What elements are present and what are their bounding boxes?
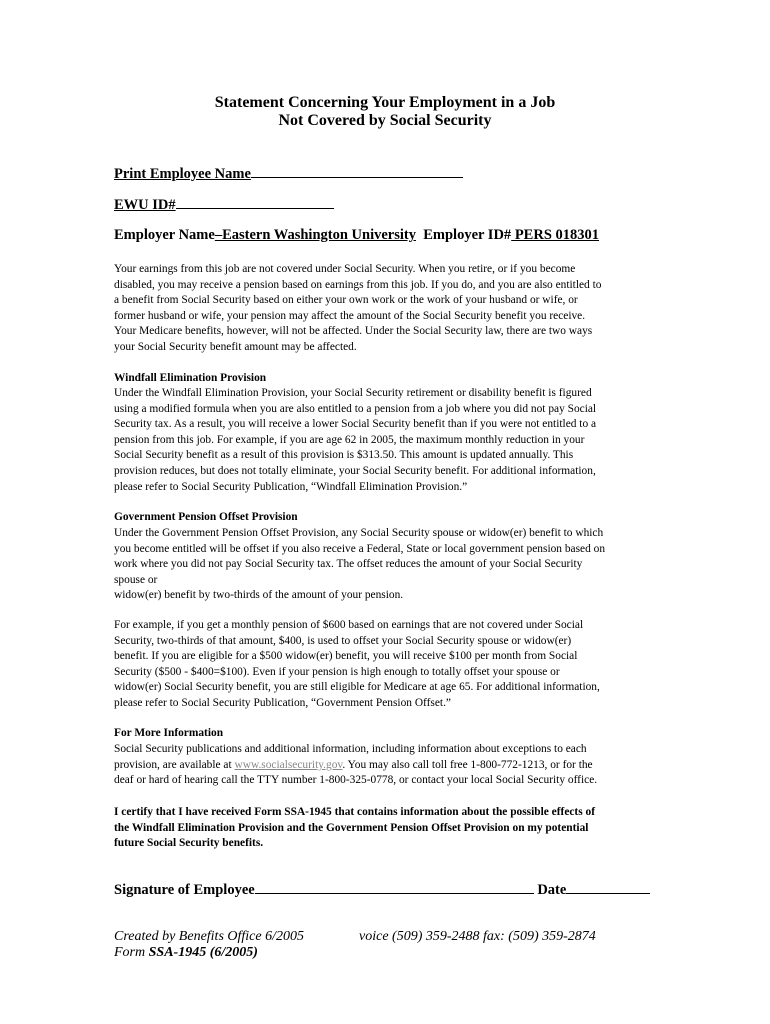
ewu-id-label: EWU ID# <box>114 197 176 213</box>
intro-line: a benefit from Social Security based on either your own work or the work of your husband or wife, or <box>114 294 578 307</box>
more-info-line-suffix: . You may also call toll free 1-800-772-1213, or for the <box>342 758 593 771</box>
wep-line: provision reduces, but does not totally eliminate, your Social Security benefit. For additional information, <box>114 464 596 477</box>
intro-line: Your earnings from this job are not covered under Social Security. When you retire, or if you become <box>114 263 576 275</box>
signature-blank[interactable] <box>255 880 534 894</box>
wep-line: Security tax. As a result, you will receive a lower Social Security benefit than if you were not entitled to a <box>114 418 597 431</box>
example-line: For example, if you get a monthly pension of $600 based on earnings that are not covered under Social <box>114 619 584 631</box>
ewu-id-blank[interactable] <box>176 195 334 209</box>
footer-created-by: Created by Benefits Office 6/2005 <box>114 929 304 944</box>
employer-name-label: Employer Name <box>114 227 215 243</box>
footer-form-id-row <box>114 944 258 961</box>
employee-name-label: Print Employee Name <box>114 166 251 182</box>
document-title-line-2: Not Covered by Social Security <box>278 112 492 129</box>
more-info-heading: For More Information <box>114 727 224 739</box>
gpo-line: widow(er) benefit by two-thirds of the amount of your pension. <box>114 589 404 602</box>
gpo-line: work where you did not pay Social Security tax. The offset reduces the amount of your Social Security <box>114 558 583 571</box>
wep-line: Under the Windfall Elimination Provision, your Social Security retirement or disability benefit is figured <box>114 387 592 399</box>
gpo-line: Under the Government Pension Offset Provision, any Social Security spouse or widow(er) benefit to which <box>114 527 604 539</box>
intro-line: Your Medicare benefits, however, will not be affected. Under the Social Security law, there are two ways <box>114 325 593 338</box>
more-info-line-prefix: provision, are available at <box>114 758 235 771</box>
intro-line: your Social Security benefit amount may be affected. <box>114 340 357 353</box>
wep-line: pension from this job. For example, if you are age 62 in 2005, the maximum monthly reduction in your <box>114 433 585 446</box>
employer-name-value: –Eastern Washington University <box>214 227 416 243</box>
employee-name-field <box>114 164 463 183</box>
intro-line: disabled, you may receive a pension based on earnings from this job. If you do, and you are also entitled to <box>114 278 602 291</box>
example-line: please refer to Social Security Publication, “Government Pension Offset.” <box>114 696 451 709</box>
certify-paragraph <box>114 805 664 852</box>
certify-line: the Windfall Elimination Provision and the Government Pension Offset Provision on my potential <box>114 821 589 834</box>
certify-line: I certify that I have received Form SSA-1945 that contains information about the possible effects of <box>114 806 595 818</box>
footer-form-prefix: Form <box>114 945 149 960</box>
date-label: Date <box>537 882 567 898</box>
wep-line: using a modified formula when you are also entitled to a pension from a job where you did not pay Social <box>114 402 597 415</box>
employer-id-label: Employer ID# <box>423 227 512 243</box>
more-info-line: Social Security publications and additional information, including information about exceptions to each <box>114 743 587 755</box>
gpo-paragraph <box>114 526 664 604</box>
gpo-line: you become entitled will be offset if you also receive a Federal, State or local government pension based on <box>114 542 606 555</box>
more-info-paragraph <box>114 742 664 789</box>
wep-paragraph <box>114 386 664 495</box>
socialsecurity-link[interactable]: www.socialsecurity.gov <box>234 758 343 771</box>
example-line: Security ($500 - $400=$100). Even if your pension is high enough to totally offset your spouse or <box>114 665 560 678</box>
date-blank[interactable] <box>566 880 650 894</box>
employer-field <box>114 226 599 244</box>
employer-id-value: PERS 018301 <box>511 227 600 243</box>
gpo-heading: Government Pension Offset Provision <box>114 511 298 523</box>
ewu-id-field <box>114 195 334 214</box>
wep-line: Social Security benefit as a result of this provision is $313.50. This amount is updated annually. This <box>114 449 574 462</box>
document-title-line-1: Statement Concerning Your Employment in a Job <box>214 94 556 111</box>
signature-row <box>114 880 650 899</box>
example-line: widow(er) Social Security benefit, you are still eligible for Medicare at age 65. For additional information, <box>114 681 600 694</box>
example-paragraph <box>114 618 664 712</box>
footer-form-id: SSA-1945 (6/2005) <box>148 945 258 960</box>
gpo-line: spouse or <box>114 573 158 586</box>
more-info-line: deaf or hard of hearing call the TTY number 1-800-325-0778, or contact your local Social Security office. <box>114 774 598 787</box>
example-line: Security, two-thirds of that amount, $400, is used to offset your Social Security spouse or widow(er) <box>114 634 572 647</box>
more-info-line <box>114 758 664 774</box>
intro-line: former husband or wife, your pension may affect the amount of the Social Security benefit you receive. <box>114 309 586 322</box>
employee-name-blank[interactable] <box>251 164 463 178</box>
example-line: benefit. If you are eligible for a $500 widow(er) benefit, you will receive $100 per month from Social <box>114 650 578 663</box>
intro-paragraph <box>114 262 664 356</box>
certify-line: future Social Security benefits. <box>114 837 264 850</box>
wep-heading: Windfall Elimination Provision <box>114 372 267 384</box>
signature-label: Signature of Employee <box>114 882 255 898</box>
wep-line: please refer to Social Security Publication, “Windfall Elimination Provision.” <box>114 480 468 493</box>
footer-contact: voice (509) 359-2488 fax: (509) 359-2874 <box>359 929 596 944</box>
